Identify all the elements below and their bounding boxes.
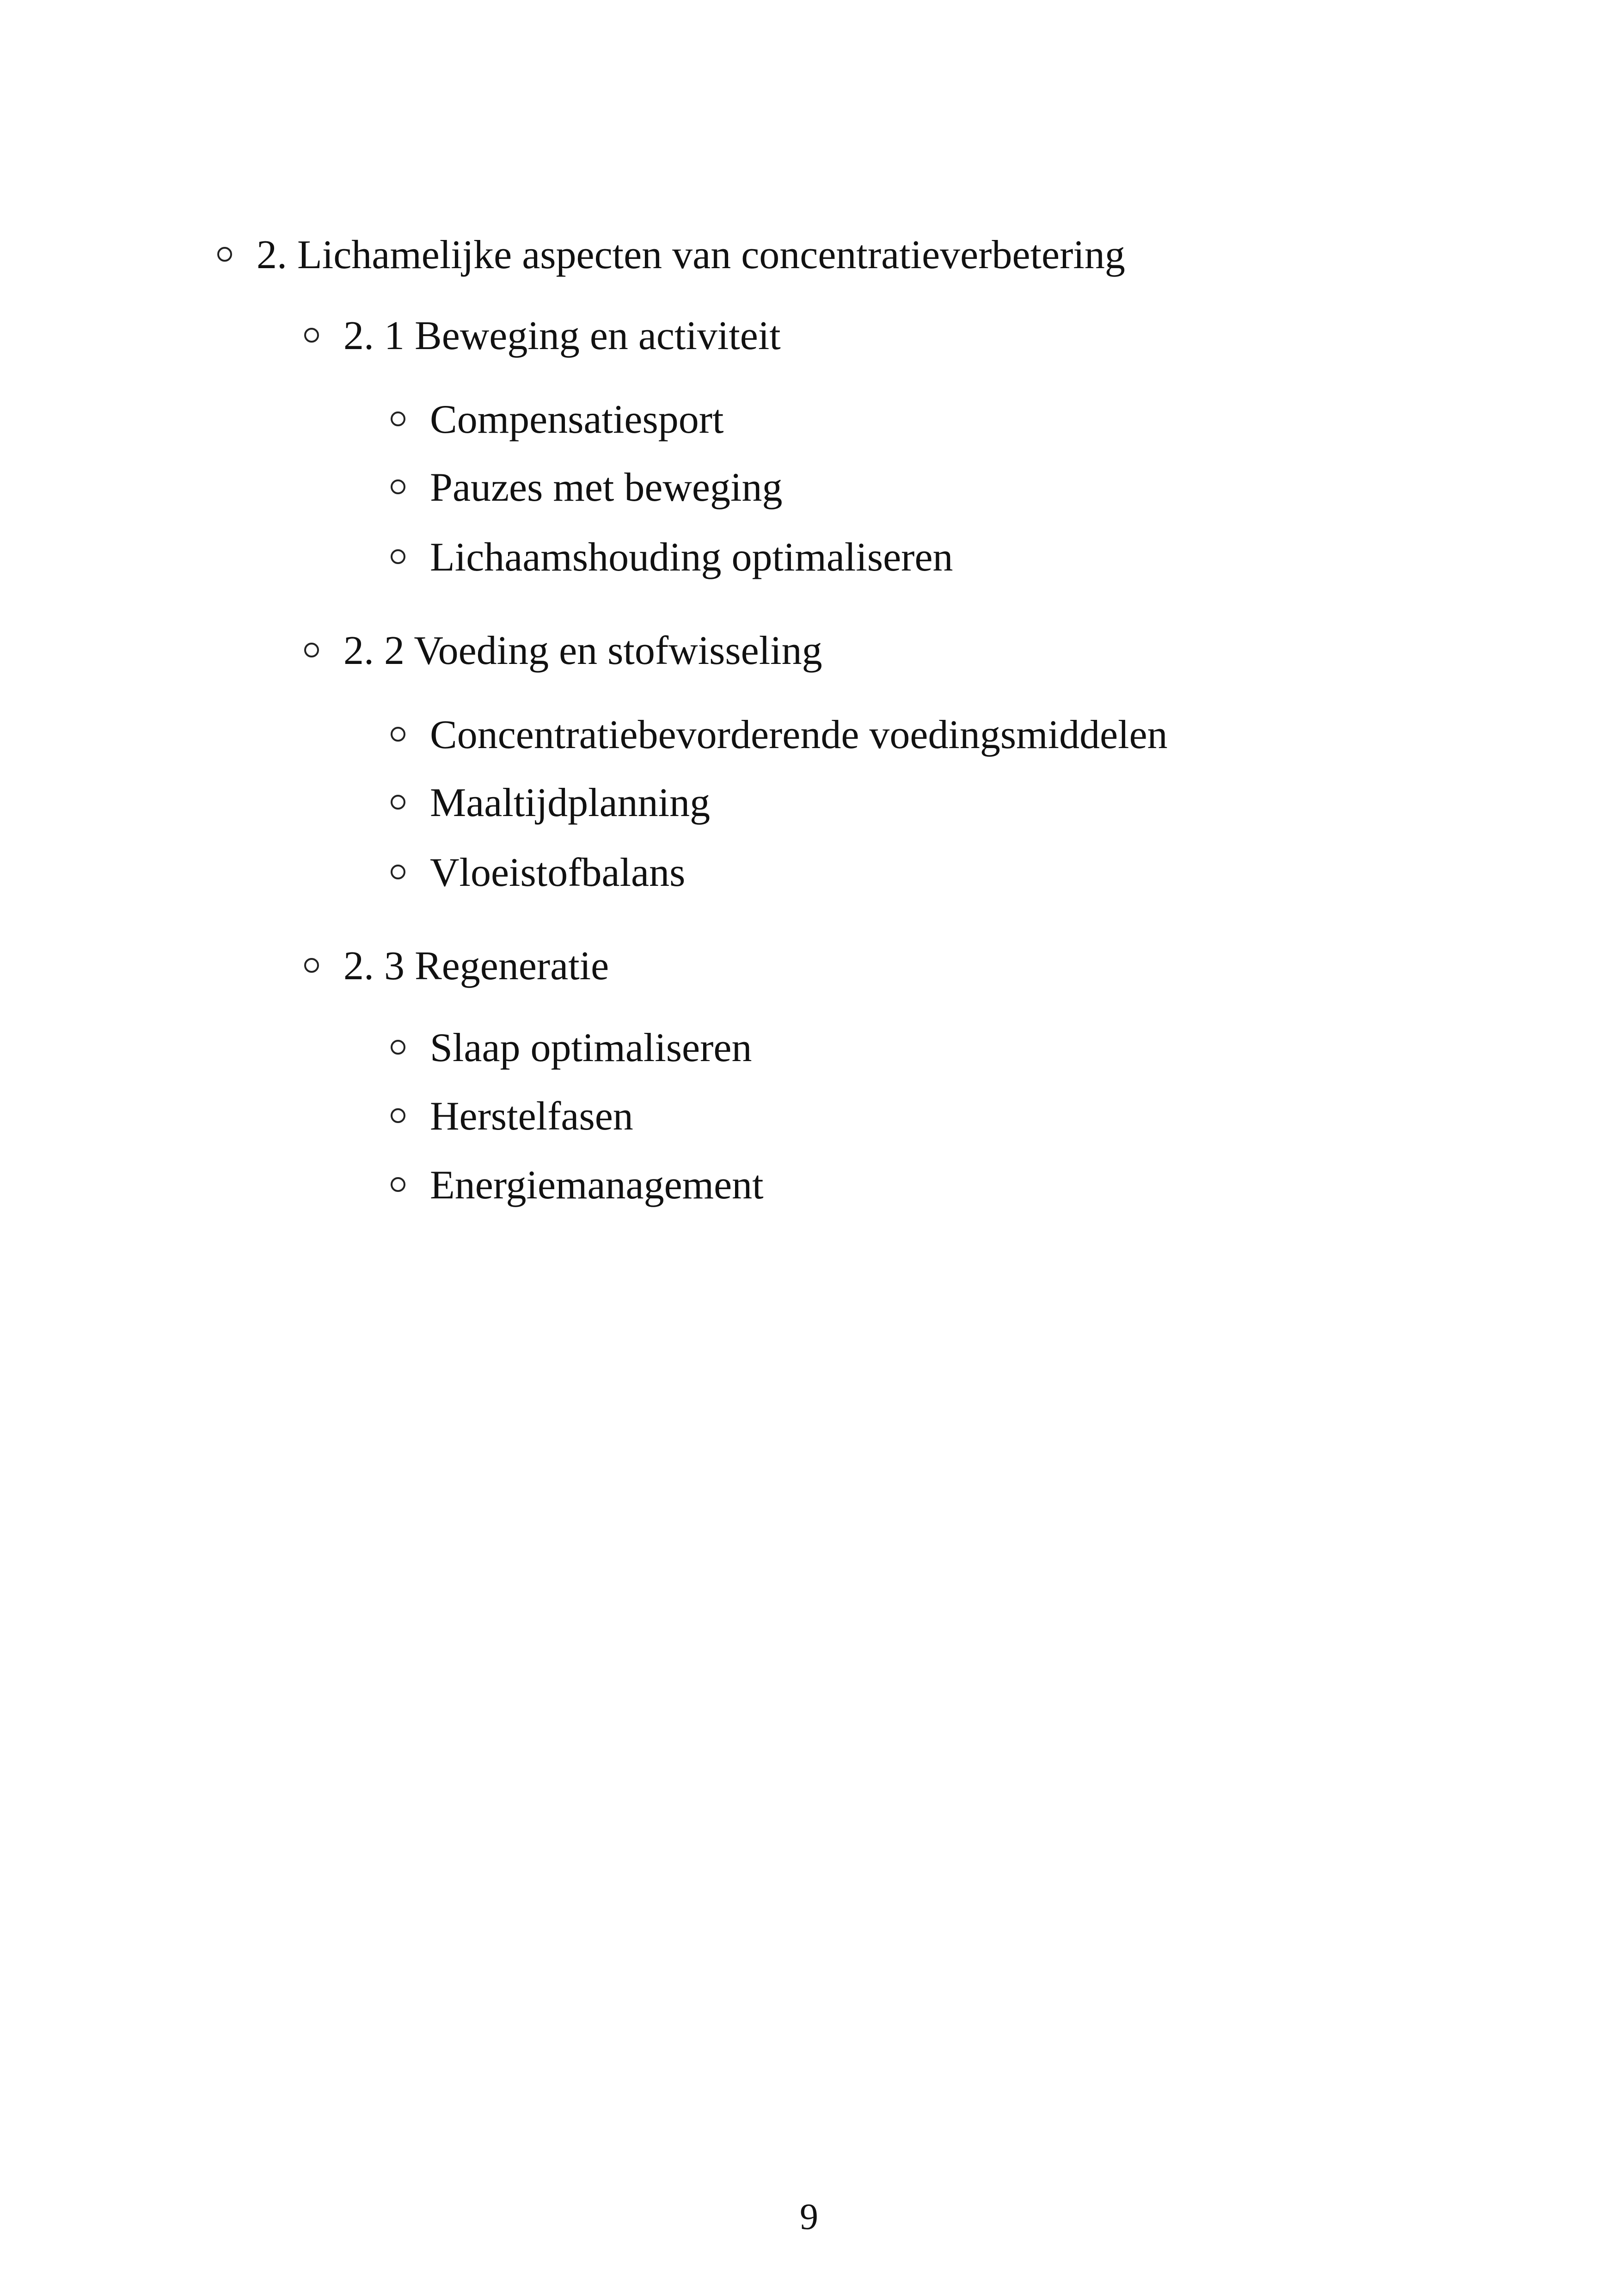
list-item: Pauzes met beweging [430, 465, 783, 510]
subsection-heading: 2. 1 Beweging en activiteit [343, 313, 781, 358]
bullet-icon [391, 1177, 405, 1192]
list-item: Vloeistofbalans [430, 850, 686, 895]
bullet-icon [391, 865, 405, 879]
list-item: Herstelfasen [430, 1094, 633, 1139]
section-heading: 2. Lichamelijke aspecten van concentratieverbetering [257, 233, 1125, 277]
bullet-icon [391, 1040, 405, 1055]
list-item: Slaap optimaliseren [430, 1025, 752, 1070]
list-item: Energiemanagement [430, 1163, 764, 1208]
bullet-icon [391, 795, 405, 810]
bullet-icon [304, 958, 319, 973]
bullet-icon [391, 479, 405, 494]
subsection-heading: 2. 2 Voeding en stofwisseling [343, 628, 822, 673]
bullet-icon [304, 328, 319, 343]
list-item: Compensatiesport [430, 397, 724, 442]
list-item: Maaltijdplanning [430, 780, 711, 825]
subsection-heading: 2. 3 Regeneratie [343, 944, 609, 988]
bullet-icon [391, 549, 405, 564]
bullet-icon [217, 247, 232, 262]
bullet-icon [391, 1108, 405, 1123]
bullet-icon [304, 643, 319, 657]
list-item: Concentratiebevorderende voedingsmiddelen [430, 712, 1168, 757]
list-item: Lichaamshouding optimaliseren [430, 535, 953, 580]
bullet-icon [391, 727, 405, 742]
bullet-icon [391, 411, 405, 426]
page-number: 9 [800, 2197, 818, 2237]
